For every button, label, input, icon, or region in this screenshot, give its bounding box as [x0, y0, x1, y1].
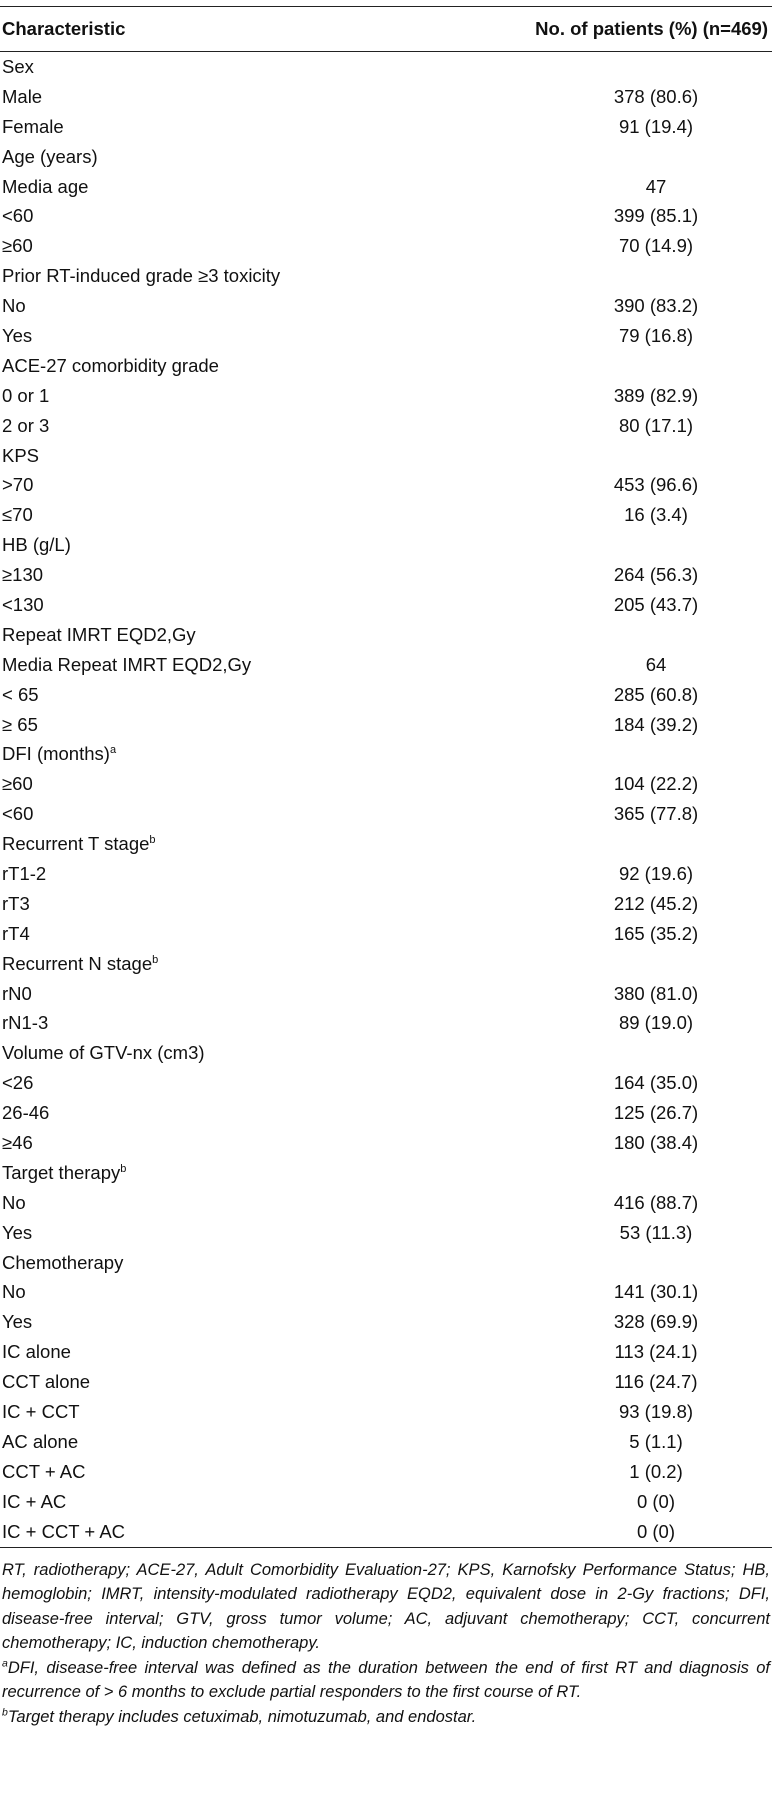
row-label: Repeat IMRT EQD2,Gy [2, 623, 196, 645]
row-label-cell [0, 261, 440, 291]
row-label: HB (g/L) [2, 534, 71, 556]
table-row [0, 1098, 772, 1128]
row-label-cell [0, 949, 440, 979]
patient-characteristics-table [0, 6, 772, 1548]
row-value [440, 52, 772, 82]
row-label-cell [0, 321, 440, 351]
row-label-cell [0, 1098, 440, 1128]
row-value [440, 142, 772, 172]
table-row [0, 859, 772, 889]
row-label-cell [0, 201, 440, 231]
row-value [440, 949, 772, 979]
row-label: <130 [2, 593, 44, 615]
row-label: Media Repeat IMRT EQD2,Gy [2, 653, 252, 675]
row-label: rT4 [2, 922, 30, 944]
row-label-cell [0, 710, 440, 740]
row-label: Prior RT-induced grade ≥3 toxicity [2, 265, 281, 287]
row-label-cell [0, 470, 440, 500]
row-label-cell [0, 1128, 440, 1158]
row-value: 125 (26.7) [613, 1102, 699, 1124]
table-row [0, 1009, 772, 1039]
row-value: 80 (17.1) [618, 414, 694, 436]
row-label-cell [0, 979, 440, 1009]
row-label: AC alone [2, 1430, 79, 1452]
row-value: 79 (16.8) [618, 324, 694, 346]
table-row [0, 769, 772, 799]
table-row [0, 1487, 772, 1517]
row-label: <60 [2, 803, 34, 825]
table-row [0, 1427, 772, 1457]
row-label: ≤70 [2, 504, 33, 526]
row-label-cell [0, 52, 440, 82]
table-row [0, 201, 772, 231]
row-label-cell [0, 142, 440, 172]
row-label-cell [0, 620, 440, 650]
row-value: 380 (81.0) [613, 982, 699, 1004]
row-value: 91 (19.4) [618, 115, 694, 137]
row-value: 0 (0) [440, 1517, 772, 1547]
table-row [0, 231, 772, 261]
table-row [0, 1307, 772, 1337]
row-value: 5 (1.1) [629, 1430, 683, 1452]
table-row [0, 620, 772, 650]
row-label-cell [0, 829, 440, 859]
row-value: 378 (80.6) [613, 85, 699, 107]
row-label-cell [0, 411, 440, 441]
row-value: 1 (0.2) [629, 1460, 683, 1482]
table-body [0, 52, 772, 1548]
row-label: Chemotherapy [2, 1251, 124, 1273]
table-row [0, 321, 772, 351]
row-label: ≥60 [2, 773, 33, 795]
row-label-cell [0, 769, 440, 799]
row-label: ≥60 [2, 235, 33, 257]
table-row [0, 680, 772, 710]
table-row [0, 291, 772, 321]
row-label: ≥130 [2, 564, 44, 586]
row-value: 165 (35.2) [613, 922, 699, 944]
row-label-cell [0, 291, 440, 321]
row-value: 64 [645, 653, 667, 675]
table-row [0, 82, 772, 112]
row-label: Age (years) [2, 145, 98, 167]
row-label-cell [0, 799, 440, 829]
row-label: Recurrent T stage [2, 833, 150, 855]
row-label: <60 [2, 205, 34, 227]
row-label: Target therapy [2, 1161, 121, 1183]
row-value: 212 (45.2) [613, 892, 699, 914]
row-label: Male [2, 85, 43, 107]
row-label-cell [0, 381, 440, 411]
row-value: 453 (96.6) [613, 474, 699, 496]
row-label: rT1-2 [2, 862, 47, 884]
table-row [0, 1188, 772, 1218]
table-row [0, 52, 772, 82]
table-row [0, 560, 772, 590]
row-value: 93 (19.8) [618, 1401, 694, 1423]
row-label-cell [0, 1188, 440, 1218]
row-value: 92 (19.6) [618, 862, 694, 884]
row-value: 164 (35.0) [613, 1072, 699, 1094]
row-value: 365 (77.8) [613, 803, 699, 825]
row-label-cell [0, 1248, 440, 1278]
row-label-cell [0, 739, 440, 769]
row-label: Yes [2, 1221, 33, 1243]
row-value: 399 (85.1) [613, 205, 699, 227]
row-value: 285 (60.8) [613, 683, 699, 705]
row-label: CCT + AC [2, 1460, 86, 1482]
table-row [0, 261, 772, 291]
table-row [0, 949, 772, 979]
row-label: < 65 [2, 683, 39, 705]
row-label: Female [2, 115, 64, 137]
row-label: Media age [2, 175, 89, 197]
footnote-marker: b [120, 1162, 127, 1175]
row-label: CCT alone [2, 1371, 91, 1393]
row-label: No [2, 295, 26, 317]
row-value [440, 1158, 772, 1188]
table-row [0, 142, 772, 172]
row-value [440, 530, 772, 560]
row-label-cell [0, 172, 440, 202]
row-value [440, 441, 772, 471]
row-label-cell [0, 1427, 440, 1457]
table-row [0, 381, 772, 411]
table-row [0, 411, 772, 441]
row-label-cell [0, 1068, 440, 1098]
table-row [0, 1278, 772, 1308]
table-row [0, 1218, 772, 1248]
row-value: 180 (38.4) [613, 1132, 699, 1153]
footnote-b-text: Target therapy includes cetuximab, nimotuzumab, and endostar. [7, 1707, 477, 1726]
table-row [0, 590, 772, 620]
row-label: 2 or 3 [2, 414, 50, 436]
table-header [0, 7, 772, 52]
row-label: Volume of GTV-nx (cm3) [2, 1042, 205, 1064]
row-value [440, 739, 772, 769]
row-label-cell [0, 530, 440, 560]
row-label: ≥ 65 [2, 713, 38, 735]
row-value: 141 (30.1) [613, 1281, 699, 1303]
row-label-cell [0, 1038, 440, 1068]
row-label: rN1-3 [2, 1012, 49, 1034]
row-value: 389 (82.9) [613, 384, 699, 406]
row-value: 116 (24.7) [614, 1371, 698, 1393]
row-value: 264 (56.3) [613, 564, 699, 586]
row-label-cell [0, 889, 440, 919]
row-label-cell [0, 231, 440, 261]
row-value: 184 (39.2) [613, 713, 699, 735]
header-row [0, 7, 772, 52]
row-label-cell [0, 650, 440, 680]
row-label: 26-46 [2, 1102, 50, 1124]
row-label: No [2, 1191, 26, 1213]
row-label: rT3 [2, 892, 30, 914]
row-value: 16 (3.4) [624, 504, 688, 526]
footnote-marker: b [152, 953, 159, 966]
row-label-cell [0, 441, 440, 471]
table-row [0, 889, 772, 919]
row-label-cell [0, 1337, 440, 1367]
footnote-b [2, 1705, 770, 1730]
row-label-cell [0, 590, 440, 620]
row-label: ≥46 [2, 1132, 33, 1153]
table-row [0, 441, 772, 471]
row-label: ACE-27 comorbidity grade [2, 354, 219, 376]
table-row [0, 979, 772, 1009]
table-row [0, 1158, 772, 1188]
row-label: Yes [2, 324, 33, 346]
row-label: rN0 [2, 982, 32, 1004]
table-row [0, 172, 772, 202]
table-row [0, 710, 772, 740]
table-notes [0, 1548, 772, 1730]
row-value [440, 1038, 772, 1068]
row-label: IC + CCT [2, 1401, 80, 1423]
row-label: IC alone [2, 1341, 71, 1363]
row-label: DFI (months) [2, 743, 110, 765]
row-value [440, 261, 772, 291]
table-row [0, 1397, 772, 1427]
table-row [0, 530, 772, 560]
row-value: 104 (22.2) [613, 773, 699, 795]
footnote-marker: b [149, 833, 156, 846]
table-row [0, 829, 772, 859]
table-row [0, 1068, 772, 1098]
row-value: 70 (14.9) [618, 235, 694, 257]
row-label-cell [0, 1009, 440, 1039]
row-value [440, 351, 772, 381]
table-row [0, 1128, 772, 1158]
row-label-cell [0, 500, 440, 530]
row-value: 416 (88.7) [613, 1191, 699, 1213]
table-row [0, 1367, 772, 1397]
footnote-b-mark: b [2, 1706, 8, 1719]
table-row [0, 500, 772, 530]
table-row [0, 1457, 772, 1487]
row-label-cell [0, 1367, 440, 1397]
row-label-cell [0, 82, 440, 112]
table-row [0, 739, 772, 769]
footnote-a [2, 1656, 770, 1705]
row-label: Recurrent N stage [2, 952, 153, 974]
row-value: 47 [645, 175, 667, 197]
row-value: 53 (11.3) [619, 1221, 693, 1243]
row-label-cell [0, 560, 440, 590]
row-label: No [2, 1281, 26, 1303]
row-value: 113 (24.1) [614, 1341, 698, 1363]
row-label: <26 [2, 1072, 34, 1094]
row-label: IC + CCT + AC [2, 1520, 126, 1542]
row-value [440, 620, 772, 650]
table-row [0, 919, 772, 949]
row-label-cell [0, 1218, 440, 1248]
header-patients: No. of patients (%) (n=469) [440, 7, 772, 52]
header-characteristic: Characteristic [0, 7, 440, 52]
row-label: Yes [2, 1311, 33, 1333]
row-value: 0 (0) [636, 1490, 676, 1512]
row-label-cell [0, 1457, 440, 1487]
row-label-cell [0, 1158, 440, 1188]
row-value [440, 1248, 772, 1278]
row-label: 0 or 1 [2, 384, 50, 406]
table-row [0, 351, 772, 381]
table-row [0, 1517, 772, 1547]
row-label-cell [0, 1487, 440, 1517]
table-row [0, 470, 772, 500]
table-row [0, 1038, 772, 1068]
row-label-cell [0, 112, 440, 142]
table-row [0, 1337, 772, 1367]
row-label-cell [0, 351, 440, 381]
row-label: IC + AC [2, 1490, 67, 1512]
row-label: Sex [2, 55, 34, 77]
row-label-cell [0, 680, 440, 710]
footnote-a-text: DFI, disease-free interval was defined as the duration between the end of first RT and diagnosis of recurrence of > 6 months to exclude partial responders to the first course of RT. [2, 1658, 770, 1702]
abbreviations-note: RT, radiotherapy; ACE-27, Adult Comorbidity Evaluation-27; KPS, Karnofsky Performance Status; HB, hemoglobin; IMRT, intensity-modulated radiotherapy EQD2, equivalent dose in 2-Gy fractions; DFI, disease-free interval; GTV, gross tumor volume; AC, adjuvant chemotherapy; CCT, concurrent chemotherapy; IC, induction chemotherapy. [2, 1560, 770, 1653]
row-value [440, 829, 772, 859]
row-label: >70 [2, 474, 34, 496]
row-label-cell [0, 1397, 440, 1427]
footnote-a-mark: a [2, 1657, 8, 1670]
row-value: 390 (83.2) [613, 295, 699, 317]
table-row [0, 650, 772, 680]
footnote-marker: a [109, 744, 117, 757]
row-value: 89 (19.0) [618, 1012, 694, 1034]
row-label-cell [0, 1278, 440, 1308]
row-label-cell [0, 1517, 440, 1547]
row-value: 205 (43.7) [613, 593, 699, 615]
row-label-cell [0, 859, 440, 889]
table-row [0, 112, 772, 142]
table-row [0, 1248, 772, 1278]
row-label: KPS [2, 444, 40, 466]
row-label-cell [0, 1307, 440, 1337]
row-label-cell [0, 919, 440, 949]
row-value: 328 (69.9) [613, 1311, 699, 1333]
table-row [0, 799, 772, 829]
